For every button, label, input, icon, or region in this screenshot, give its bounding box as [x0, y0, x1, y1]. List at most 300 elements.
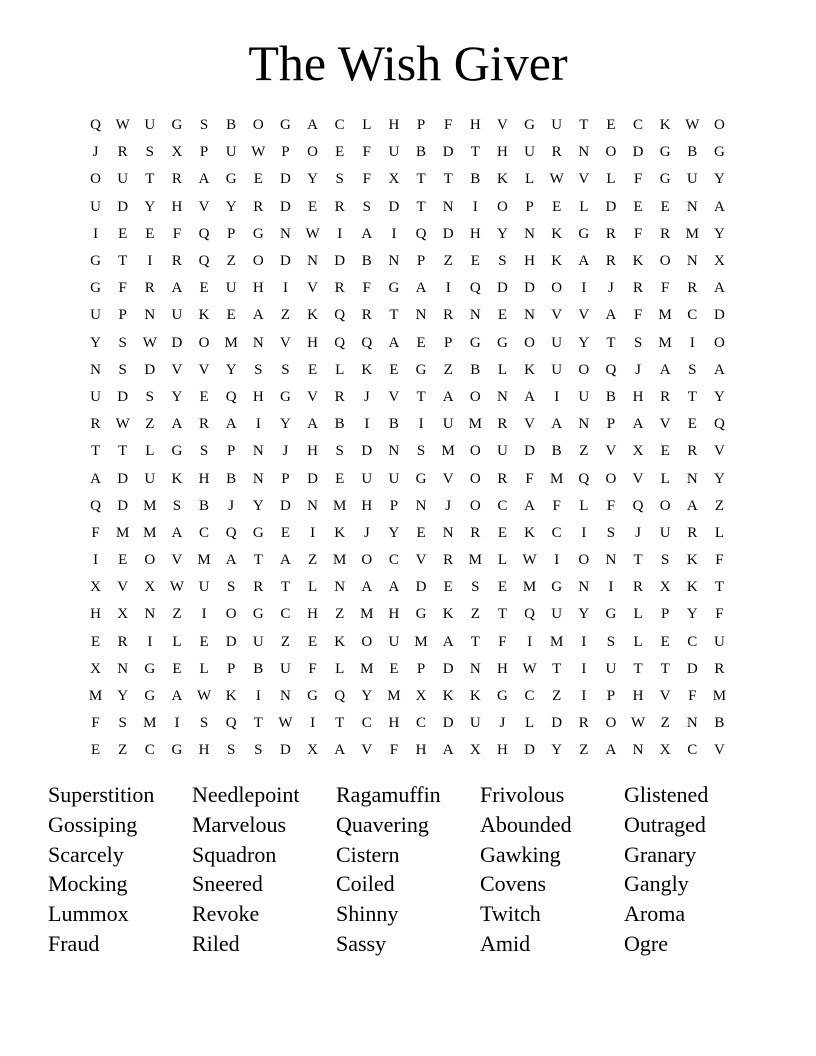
grid-letter[interactable]: W: [522, 660, 537, 677]
grid-letter[interactable]: Y: [171, 388, 183, 405]
grid-letter[interactable]: E: [606, 117, 616, 134]
grid-letter[interactable]: D: [144, 361, 156, 378]
grid-letter[interactable]: H: [252, 280, 264, 297]
grid-letter[interactable]: P: [416, 253, 426, 270]
grid-letter[interactable]: K: [361, 361, 373, 378]
grid-letter[interactable]: R: [171, 253, 182, 270]
grid-letter[interactable]: E: [335, 470, 345, 487]
grid-letter[interactable]: H: [415, 742, 427, 759]
grid-letter[interactable]: O: [578, 361, 590, 378]
grid-letter[interactable]: E: [470, 253, 480, 270]
grid-letter[interactable]: Y: [497, 225, 508, 242]
grid-letter[interactable]: X: [171, 144, 183, 161]
grid-letter[interactable]: T: [606, 334, 616, 351]
grid-letter[interactable]: E: [118, 552, 128, 569]
grid-letter[interactable]: Z: [579, 742, 589, 759]
grid-letter[interactable]: V: [442, 470, 454, 487]
grid-letter[interactable]: C: [687, 633, 698, 650]
grid-letter[interactable]: T: [633, 660, 643, 677]
grid-letter[interactable]: E: [90, 742, 101, 759]
grid-letter[interactable]: G: [252, 524, 264, 541]
grid-letter[interactable]: B: [470, 171, 481, 188]
grid-letter[interactable]: V: [659, 688, 671, 705]
grid-letter[interactable]: W: [196, 688, 212, 705]
grid-letter[interactable]: P: [416, 660, 426, 677]
grid-letter[interactable]: R: [605, 253, 616, 270]
grid-letter[interactable]: Z: [280, 633, 291, 650]
grid-letter[interactable]: W: [278, 715, 293, 732]
grid-letter[interactable]: T: [470, 633, 480, 650]
grid-letter[interactable]: P: [199, 144, 209, 161]
grid-letter[interactable]: A: [307, 117, 318, 134]
grid-letter[interactable]: R: [497, 416, 508, 433]
grid-letter[interactable]: Q: [361, 334, 373, 351]
grid-letter[interactable]: N: [632, 742, 644, 759]
grid-letter[interactable]: P: [227, 660, 236, 677]
grid-letter[interactable]: U: [280, 660, 291, 677]
grid-letter[interactable]: D: [117, 388, 129, 405]
grid-letter[interactable]: A: [605, 307, 617, 324]
grid-letter[interactable]: F: [688, 688, 697, 705]
grid-letter[interactable]: D: [632, 144, 644, 161]
grid-letter[interactable]: V: [307, 388, 318, 405]
grid-letter[interactable]: U: [171, 307, 183, 324]
grid-letter[interactable]: O: [659, 253, 671, 270]
grid-letter[interactable]: V: [714, 742, 725, 759]
grid-letter[interactable]: H: [388, 715, 400, 732]
grid-letter[interactable]: J: [363, 524, 370, 541]
grid-letter[interactable]: X: [415, 688, 427, 705]
grid-letter[interactable]: I: [581, 633, 587, 650]
grid-letter[interactable]: M: [658, 307, 672, 324]
grid-letter[interactable]: Y: [714, 470, 725, 487]
grid-letter[interactable]: V: [198, 361, 210, 378]
grid-letter[interactable]: R: [117, 633, 128, 650]
grid-letter[interactable]: T: [253, 552, 263, 569]
grid-letter[interactable]: D: [280, 171, 291, 188]
grid-letter[interactable]: O: [605, 715, 617, 732]
grid-letter[interactable]: A: [225, 552, 237, 569]
grid-letter[interactable]: N: [497, 388, 508, 405]
grid-letter[interactable]: G: [469, 334, 481, 351]
grid-letter[interactable]: Z: [470, 606, 480, 623]
grid-letter[interactable]: D: [524, 742, 535, 759]
grid-letter[interactable]: F: [552, 497, 561, 514]
grid-letter[interactable]: U: [551, 117, 563, 134]
grid-letter[interactable]: R: [660, 225, 671, 242]
grid-letter[interactable]: U: [117, 171, 129, 188]
grid-letter[interactable]: G: [90, 253, 101, 270]
grid-letter[interactable]: S: [661, 552, 670, 569]
grid-letter[interactable]: J: [635, 361, 641, 378]
grid-letter[interactable]: M: [550, 633, 564, 650]
grid-letter[interactable]: K: [171, 470, 183, 487]
grid-letter[interactable]: D: [442, 144, 454, 161]
grid-letter[interactable]: O: [144, 552, 156, 569]
grid-letter[interactable]: H: [388, 117, 400, 134]
grid-letter[interactable]: T: [389, 307, 399, 324]
grid-letter[interactable]: R: [687, 280, 698, 297]
grid-letter[interactable]: G: [90, 280, 101, 297]
grid-letter[interactable]: K: [497, 171, 508, 188]
grid-letter[interactable]: Q: [524, 606, 535, 623]
grid-letter[interactable]: Z: [226, 253, 236, 270]
grid-letter[interactable]: D: [171, 334, 183, 351]
grid-letter[interactable]: A: [442, 633, 454, 650]
grid-letter[interactable]: N: [415, 307, 427, 324]
grid-letter[interactable]: Z: [443, 361, 453, 378]
grid-letter[interactable]: R: [714, 660, 725, 677]
grid-letter[interactable]: C: [687, 307, 698, 324]
grid-letter[interactable]: F: [633, 307, 643, 324]
grid-letter[interactable]: N: [442, 524, 454, 541]
grid-letter[interactable]: N: [388, 253, 400, 270]
grid-letter[interactable]: B: [687, 144, 698, 161]
grid-letter[interactable]: S: [281, 361, 290, 378]
grid-letter[interactable]: S: [606, 633, 616, 650]
grid-letter[interactable]: T: [118, 253, 128, 270]
grid-letter[interactable]: G: [144, 688, 156, 705]
grid-letter[interactable]: E: [307, 361, 318, 378]
grid-letter[interactable]: E: [660, 198, 670, 215]
grid-letter[interactable]: G: [415, 361, 427, 378]
grid-letter[interactable]: D: [686, 660, 698, 677]
grid-letter[interactable]: K: [225, 688, 237, 705]
grid-letter[interactable]: R: [334, 198, 345, 215]
grid-letter[interactable]: I: [310, 715, 316, 732]
grid-letter[interactable]: S: [199, 715, 209, 732]
grid-letter[interactable]: F: [172, 225, 182, 242]
grid-letter[interactable]: U: [686, 171, 698, 188]
grid-letter[interactable]: X: [144, 579, 156, 596]
grid-letter[interactable]: X: [90, 579, 101, 596]
grid-letter[interactable]: Z: [172, 606, 182, 623]
grid-letter[interactable]: X: [117, 606, 129, 623]
grid-letter[interactable]: I: [282, 280, 288, 297]
grid-letter[interactable]: E: [552, 198, 562, 215]
grid-letter[interactable]: K: [551, 253, 563, 270]
grid-letter[interactable]: X: [469, 742, 481, 759]
grid-letter[interactable]: U: [388, 144, 400, 161]
grid-letter[interactable]: O: [469, 388, 481, 405]
grid-letter[interactable]: C: [633, 117, 644, 134]
grid-letter[interactable]: K: [198, 307, 210, 324]
grid-letter[interactable]: C: [497, 497, 508, 514]
grid-letter[interactable]: N: [280, 688, 291, 705]
grid-letter[interactable]: O: [578, 552, 590, 569]
grid-letter[interactable]: Z: [443, 253, 453, 270]
grid-letter[interactable]: A: [334, 742, 346, 759]
grid-letter[interactable]: A: [714, 280, 725, 297]
grid-letter[interactable]: N: [388, 443, 400, 460]
grid-letter[interactable]: V: [307, 280, 318, 297]
grid-letter[interactable]: L: [145, 443, 155, 460]
grid-letter[interactable]: R: [443, 552, 454, 569]
grid-letter[interactable]: J: [445, 497, 452, 514]
grid-letter[interactable]: B: [334, 416, 345, 433]
grid-letter[interactable]: Y: [117, 688, 129, 705]
grid-letter[interactable]: E: [443, 579, 453, 596]
grid-letter[interactable]: T: [552, 660, 562, 677]
grid-letter[interactable]: A: [632, 416, 644, 433]
grid-letter[interactable]: O: [497, 198, 508, 215]
grid-letter[interactable]: U: [388, 633, 400, 650]
grid-letter[interactable]: E: [335, 144, 345, 161]
grid-letter[interactable]: C: [551, 524, 562, 541]
grid-letter[interactable]: B: [470, 361, 481, 378]
grid-letter[interactable]: C: [199, 524, 210, 541]
grid-letter[interactable]: Y: [225, 361, 237, 378]
grid-letter[interactable]: N: [252, 334, 264, 351]
grid-letter[interactable]: D: [415, 579, 427, 596]
grid-letter[interactable]: V: [361, 742, 373, 759]
grid-letter[interactable]: S: [227, 742, 236, 759]
grid-letter[interactable]: F: [389, 742, 399, 759]
grid-letter[interactable]: S: [254, 361, 263, 378]
grid-letter[interactable]: A: [524, 497, 535, 514]
grid-letter[interactable]: D: [714, 307, 725, 324]
grid-letter[interactable]: L: [497, 552, 508, 569]
grid-letter[interactable]: G: [252, 225, 264, 242]
grid-letter[interactable]: S: [172, 497, 182, 514]
grid-letter[interactable]: R: [687, 443, 698, 460]
grid-letter[interactable]: O: [714, 117, 725, 134]
grid-letter[interactable]: F: [362, 280, 371, 297]
grid-letter[interactable]: L: [524, 715, 535, 732]
grid-letter[interactable]: Q: [198, 225, 210, 242]
grid-letter[interactable]: N: [90, 361, 101, 378]
grid-letter[interactable]: I: [608, 579, 614, 596]
grid-letter[interactable]: J: [635, 524, 641, 541]
grid-letter[interactable]: F: [362, 144, 371, 161]
grid-letter[interactable]: U: [442, 416, 454, 433]
grid-letter[interactable]: M: [360, 660, 374, 677]
grid-letter[interactable]: G: [524, 117, 535, 134]
grid-letter[interactable]: N: [605, 552, 617, 569]
grid-letter[interactable]: N: [252, 470, 264, 487]
grid-letter[interactable]: N: [252, 443, 264, 460]
grid-letter[interactable]: D: [442, 660, 454, 677]
grid-letter[interactable]: A: [171, 416, 183, 433]
grid-letter[interactable]: P: [444, 334, 453, 351]
grid-letter[interactable]: P: [606, 416, 616, 433]
grid-letter[interactable]: G: [280, 388, 291, 405]
grid-letter[interactable]: M: [360, 606, 374, 623]
grid-letter[interactable]: S: [335, 171, 344, 188]
grid-letter[interactable]: V: [524, 416, 535, 433]
grid-letter[interactable]: Q: [198, 253, 210, 270]
grid-letter[interactable]: U: [252, 633, 264, 650]
grid-letter[interactable]: Y: [578, 334, 590, 351]
grid-letter[interactable]: I: [689, 334, 695, 351]
grid-letter[interactable]: Y: [280, 416, 291, 433]
grid-letter[interactable]: R: [253, 579, 264, 596]
grid-letter[interactable]: B: [361, 253, 372, 270]
grid-letter[interactable]: Z: [714, 497, 725, 514]
grid-letter[interactable]: J: [499, 715, 506, 732]
grid-letter[interactable]: P: [227, 225, 236, 242]
grid-letter[interactable]: N: [144, 606, 156, 623]
grid-letter[interactable]: E: [118, 225, 128, 242]
grid-letter[interactable]: H: [632, 688, 644, 705]
grid-letter[interactable]: U: [659, 524, 671, 541]
grid-letter[interactable]: Y: [714, 225, 725, 242]
grid-letter[interactable]: R: [199, 416, 210, 433]
grid-letter[interactable]: I: [201, 606, 207, 623]
grid-letter[interactable]: M: [333, 552, 347, 569]
grid-letter[interactable]: V: [632, 470, 644, 487]
grid-letter[interactable]: S: [199, 117, 209, 134]
grid-letter[interactable]: E: [497, 579, 508, 596]
grid-letter[interactable]: R: [361, 307, 372, 324]
grid-letter[interactable]: W: [549, 171, 564, 188]
grid-letter[interactable]: C: [280, 606, 291, 623]
grid-letter[interactable]: E: [90, 633, 101, 650]
grid-letter[interactable]: L: [633, 633, 643, 650]
grid-letter[interactable]: F: [308, 660, 317, 677]
grid-letter[interactable]: I: [93, 552, 99, 569]
grid-letter[interactable]: Q: [469, 280, 481, 297]
grid-letter[interactable]: W: [251, 144, 266, 161]
grid-letter[interactable]: A: [415, 280, 427, 297]
grid-letter[interactable]: R: [443, 307, 454, 324]
grid-letter[interactable]: U: [605, 660, 617, 677]
grid-letter[interactable]: D: [225, 633, 237, 650]
grid-letter[interactable]: P: [389, 497, 399, 514]
grid-letter[interactable]: A: [659, 361, 671, 378]
grid-letter[interactable]: S: [145, 388, 154, 405]
grid-letter[interactable]: U: [144, 470, 156, 487]
grid-letter[interactable]: M: [468, 552, 482, 569]
grid-letter[interactable]: B: [416, 144, 427, 161]
grid-letter[interactable]: H: [497, 660, 508, 677]
grid-letter[interactable]: O: [605, 144, 617, 161]
grid-letter[interactable]: O: [361, 633, 373, 650]
grid-letter[interactable]: Y: [144, 198, 156, 215]
grid-letter[interactable]: Y: [307, 171, 318, 188]
grid-letter[interactable]: S: [335, 443, 344, 460]
grid-letter[interactable]: K: [469, 688, 481, 705]
grid-letter[interactable]: M: [387, 688, 401, 705]
grid-letter[interactable]: L: [335, 660, 345, 677]
grid-letter[interactable]: O: [252, 117, 264, 134]
grid-letter[interactable]: M: [712, 688, 727, 705]
grid-letter[interactable]: W: [685, 117, 700, 134]
grid-letter[interactable]: S: [688, 361, 697, 378]
grid-letter[interactable]: G: [252, 606, 264, 623]
grid-letter[interactable]: D: [497, 280, 508, 297]
grid-letter[interactable]: A: [714, 361, 725, 378]
grid-letter[interactable]: O: [307, 144, 318, 161]
grid-letter[interactable]: O: [252, 253, 264, 270]
grid-letter[interactable]: N: [686, 198, 698, 215]
grid-letter[interactable]: Q: [225, 715, 237, 732]
grid-letter[interactable]: O: [198, 334, 210, 351]
grid-letter[interactable]: V: [171, 361, 183, 378]
grid-letter[interactable]: P: [227, 443, 236, 460]
grid-letter[interactable]: E: [660, 633, 670, 650]
grid-letter[interactable]: S: [362, 198, 371, 215]
grid-letter[interactable]: N: [307, 253, 318, 270]
grid-letter[interactable]: E: [497, 524, 508, 541]
grid-letter[interactable]: H: [497, 144, 508, 161]
grid-letter[interactable]: G: [307, 688, 318, 705]
grid-letter[interactable]: A: [252, 307, 264, 324]
grid-letter[interactable]: P: [661, 606, 670, 623]
grid-letter[interactable]: M: [224, 334, 238, 351]
grid-letter[interactable]: T: [90, 443, 101, 460]
grid-letter[interactable]: D: [551, 715, 563, 732]
grid-letter[interactable]: V: [415, 552, 427, 569]
grid-letter[interactable]: V: [117, 579, 129, 596]
grid-letter[interactable]: Y: [388, 524, 400, 541]
grid-letter[interactable]: L: [579, 198, 589, 215]
grid-letter[interactable]: E: [145, 225, 155, 242]
grid-letter[interactable]: R: [633, 579, 644, 596]
grid-letter[interactable]: N: [524, 225, 535, 242]
grid-letter[interactable]: Z: [307, 552, 318, 569]
grid-letter[interactable]: B: [253, 660, 264, 677]
grid-letter[interactable]: W: [115, 416, 130, 433]
grid-letter[interactable]: M: [116, 524, 130, 541]
grid-letter[interactable]: D: [117, 198, 129, 215]
grid-letter[interactable]: S: [471, 579, 480, 596]
grid-letter[interactable]: Y: [714, 171, 725, 188]
grid-letter[interactable]: G: [497, 334, 508, 351]
grid-letter[interactable]: A: [551, 416, 563, 433]
grid-letter[interactable]: Z: [660, 715, 670, 732]
grid-letter[interactable]: A: [442, 742, 454, 759]
grid-letter[interactable]: N: [307, 497, 318, 514]
grid-letter[interactable]: E: [497, 307, 508, 324]
grid-letter[interactable]: U: [551, 361, 563, 378]
grid-letter[interactable]: C: [687, 742, 698, 759]
grid-letter[interactable]: R: [687, 524, 698, 541]
grid-letter[interactable]: X: [714, 253, 725, 270]
grid-letter[interactable]: X: [388, 171, 400, 188]
grid-letter[interactable]: R: [497, 470, 508, 487]
grid-letter[interactable]: J: [363, 388, 370, 405]
grid-letter[interactable]: L: [579, 497, 589, 514]
grid-letter[interactable]: L: [362, 117, 372, 134]
grid-letter[interactable]: M: [88, 688, 103, 705]
grid-letter[interactable]: B: [226, 470, 237, 487]
grid-letter[interactable]: I: [255, 416, 261, 433]
grid-letter[interactable]: I: [93, 225, 99, 242]
grid-letter[interactable]: R: [171, 171, 182, 188]
grid-letter[interactable]: M: [468, 416, 482, 433]
grid-letter[interactable]: H: [469, 117, 481, 134]
grid-letter[interactable]: T: [497, 606, 508, 623]
grid-letter[interactable]: A: [361, 225, 373, 242]
grid-letter[interactable]: N: [117, 660, 129, 677]
grid-letter[interactable]: U: [225, 280, 237, 297]
grid-letter[interactable]: E: [280, 524, 291, 541]
grid-letter[interactable]: F: [362, 171, 371, 188]
grid-letter[interactable]: A: [171, 688, 183, 705]
grid-letter[interactable]: A: [714, 198, 725, 215]
grid-letter[interactable]: X: [307, 742, 318, 759]
grid-letter[interactable]: M: [197, 552, 211, 569]
grid-letter[interactable]: O: [714, 334, 725, 351]
grid-letter[interactable]: I: [581, 524, 587, 541]
grid-letter[interactable]: U: [361, 470, 373, 487]
grid-letter[interactable]: I: [147, 633, 153, 650]
grid-letter[interactable]: M: [550, 470, 564, 487]
grid-letter[interactable]: E: [687, 416, 697, 433]
grid-letter[interactable]: M: [685, 225, 699, 242]
grid-letter[interactable]: G: [578, 225, 590, 242]
